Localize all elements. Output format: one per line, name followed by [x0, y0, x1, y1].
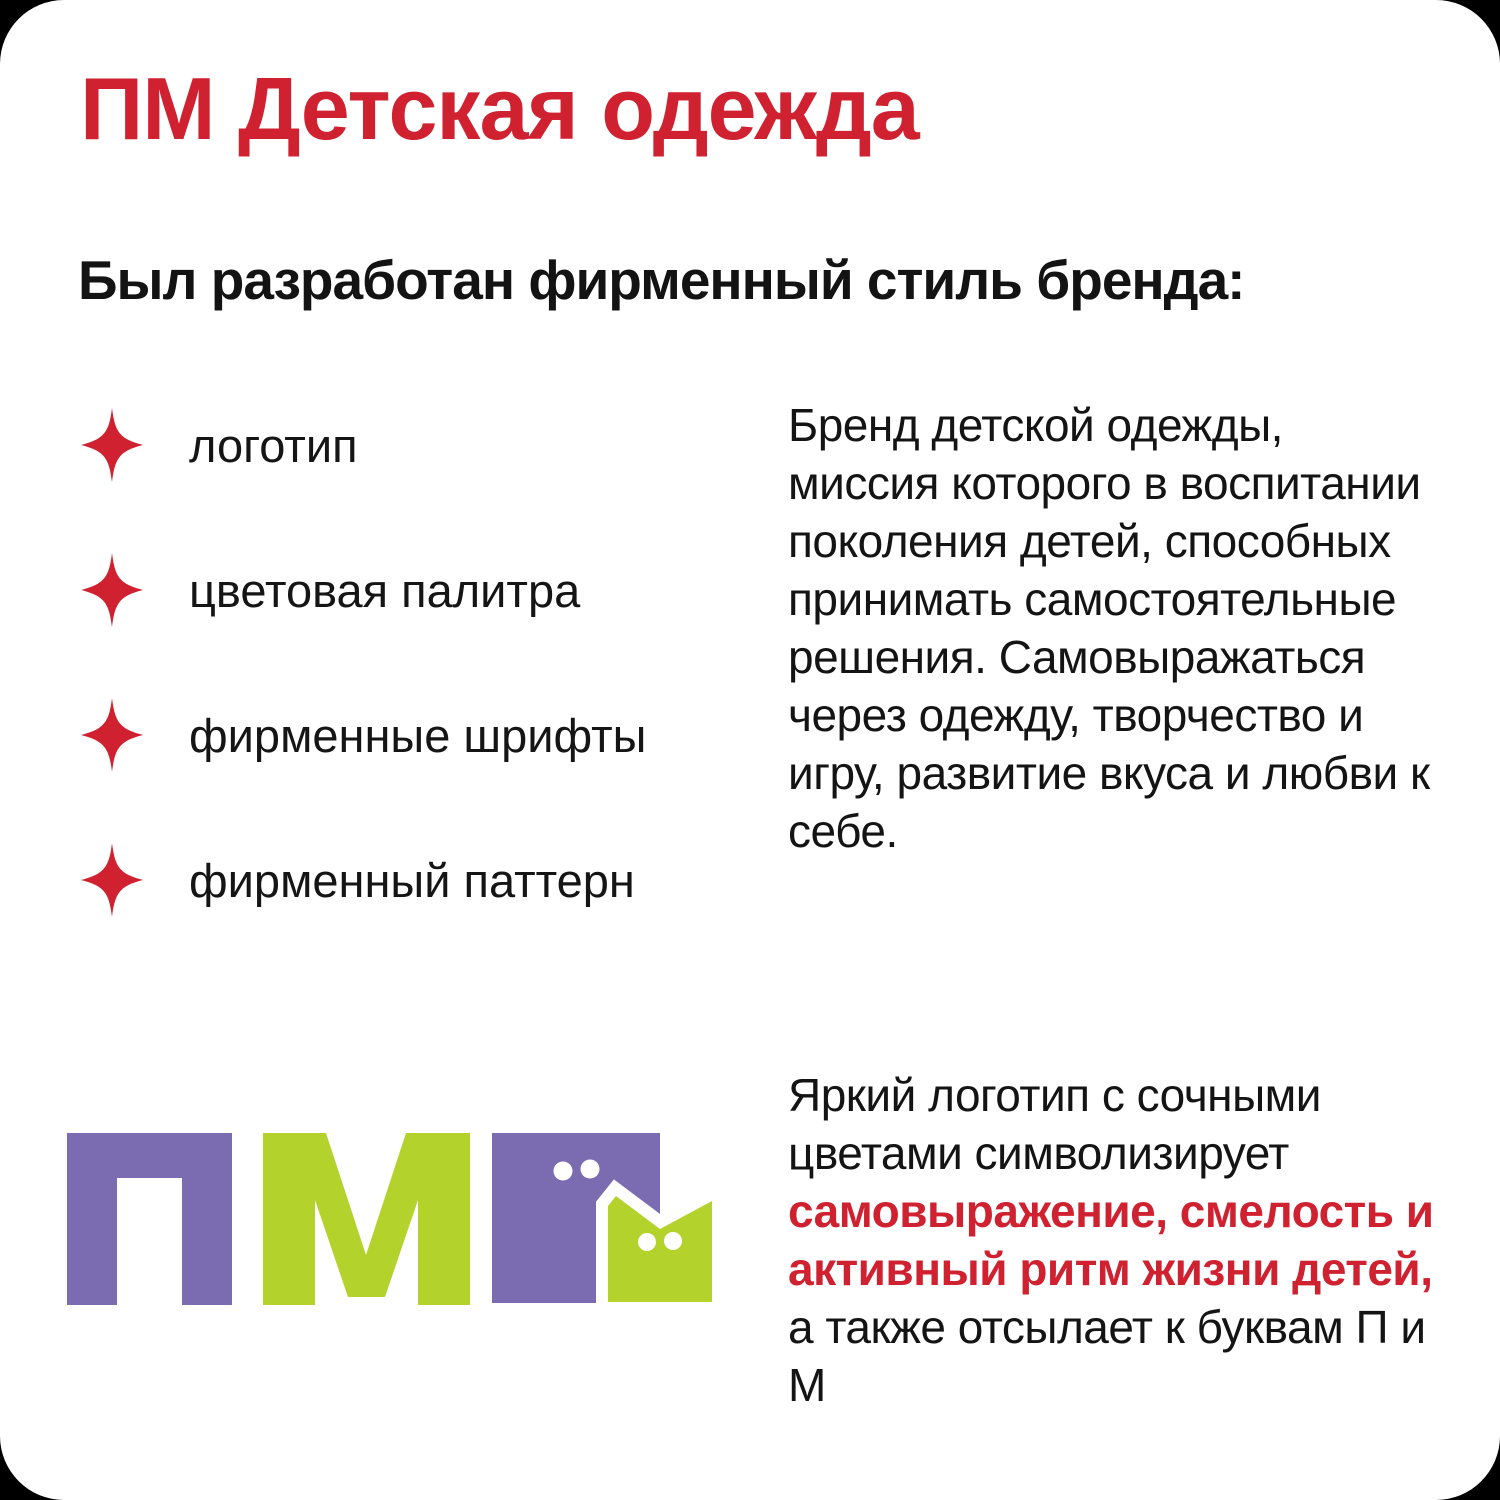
paragraph2-start: Яркий логотип с сочными цветами символизирует — [788, 1069, 1321, 1179]
brand-logo — [60, 1125, 760, 1310]
list-item — [75, 690, 715, 780]
list-item — [75, 835, 715, 925]
paragraph2-end: а также отсылает к буквам П и М — [788, 1301, 1426, 1411]
brand-mission-paragraph: Бренд детской одежды, миссия которого в воспитании поколения детей, способных принимать самостоятельные решения. Самовыражаться через одежду, творчество и игру, развитие вкуса и любви к себе. — [788, 399, 1430, 857]
subtitle: Был разработан фирменный стиль бренда: — [78, 249, 1245, 311]
fox-eye — [664, 1232, 682, 1250]
page-title: ПМ Детская одежда — [80, 59, 919, 158]
mascot-eye — [581, 1160, 600, 1179]
sparkle-icon — [75, 834, 149, 926]
sparkle-icon — [75, 399, 149, 491]
list-item — [75, 400, 715, 490]
feature-list — [75, 400, 715, 980]
sparkle-icon — [75, 689, 149, 781]
list-item — [75, 545, 715, 635]
logo-letter-m — [263, 1133, 470, 1305]
feature-label: логотип — [189, 418, 358, 472]
fox-eye — [638, 1233, 656, 1251]
feature-label: цветовая палитра — [189, 563, 581, 617]
paragraph2-highlight: самовыражение, смелость и активный ритм жизни детей, — [788, 1185, 1434, 1295]
logo-letter-p — [67, 1133, 232, 1305]
mascot-eye — [554, 1162, 573, 1181]
feature-label: фирменные шрифты — [189, 708, 647, 762]
logo-description-paragraph — [788, 1066, 1436, 1414]
feature-label: фирменный паттерн — [189, 853, 635, 907]
sparkle-icon — [75, 544, 149, 636]
